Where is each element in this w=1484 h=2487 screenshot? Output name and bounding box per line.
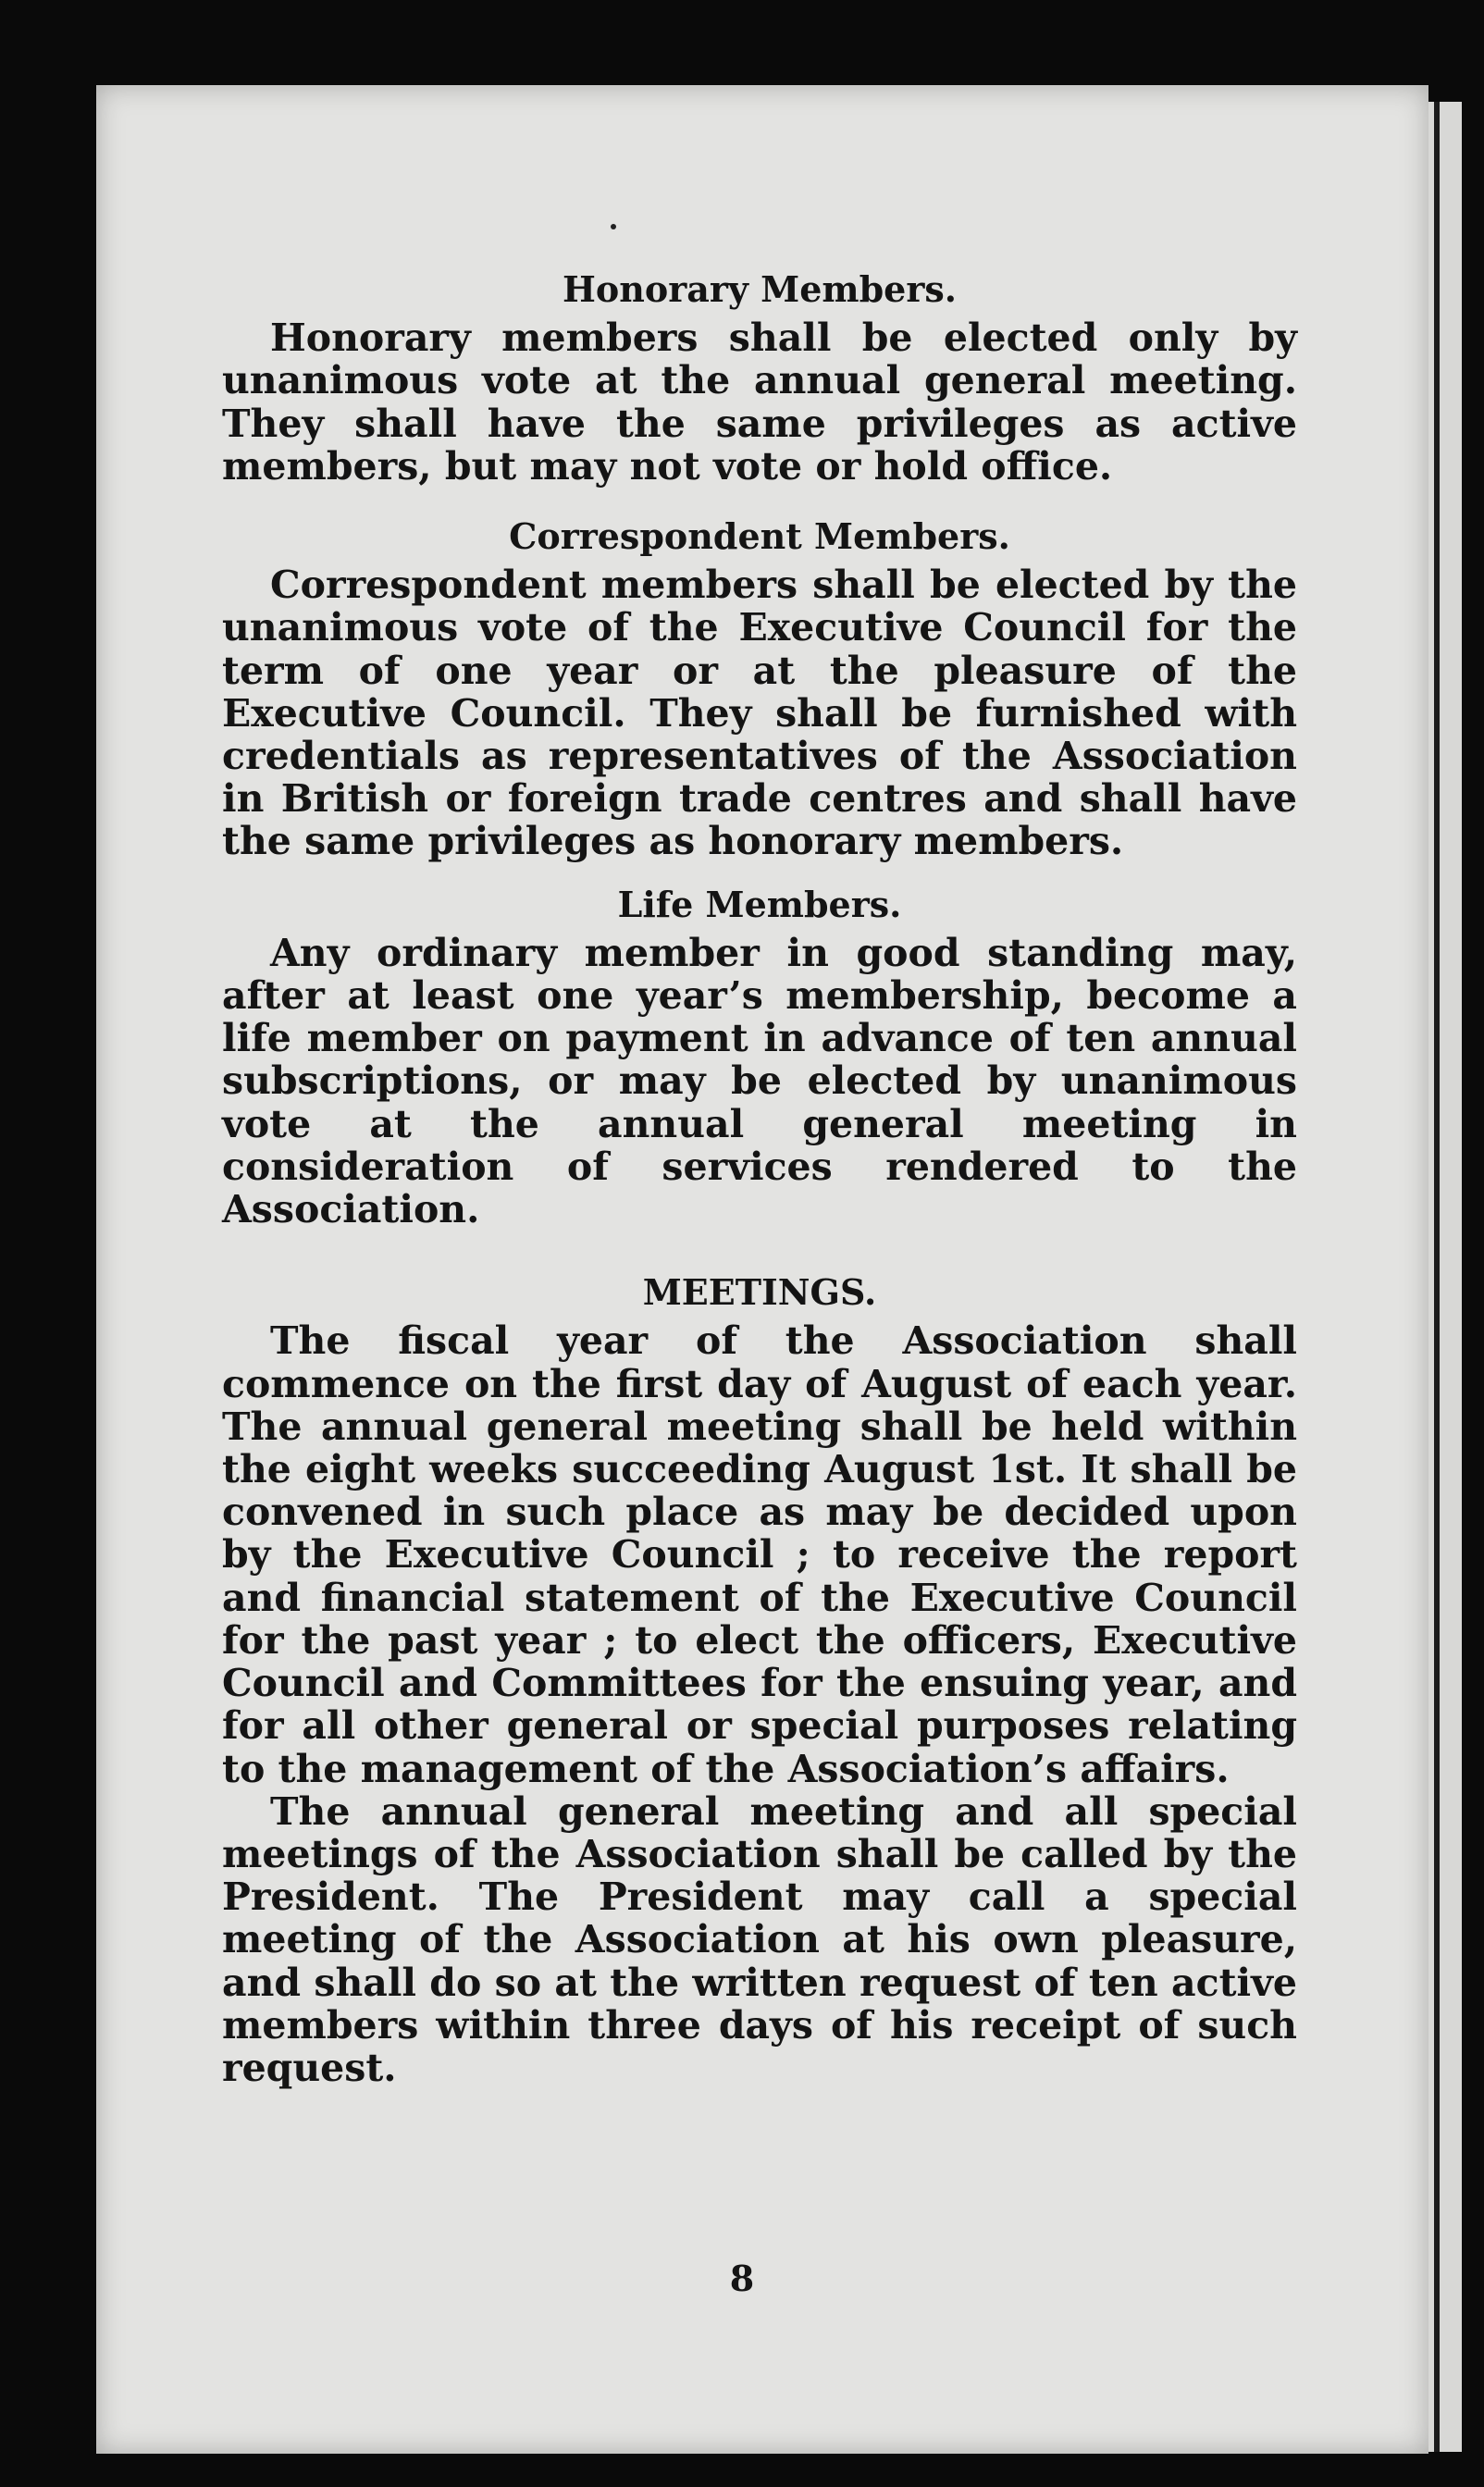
ink-speck [611,224,616,229]
facing-page-edge [1428,102,1462,2452]
heading-life-members: Life Members. [617,883,902,925]
paragraph-meetings-called-by-president: The annual general meeting and all special meetings of the Association shall be called by the President. The President may call a special meeting of the Association at his own pleasure, and shall do so at the written request of ten active members within three days of his receipt of such request. [222,1788,1297,2090]
page-body [222,268,1297,2089]
page-number: 8 [729,2258,755,2299]
paragraph-life-members: Any ordinary member in good standing may, after at least one year’s membership, become a life member on payment in advance of ten annual subscriptions, or may be elected by unanimous vote at the annual general meeting in consideration of services rendered to the Association. [222,930,1297,1232]
book-spine [1434,102,1440,2452]
heading-honorary-members: Honorary Members. [562,268,958,310]
heading-correspondent-members: Correspondent Members. [509,515,1010,558]
paragraph-honorary-members: Honorary members shall be elected only by unanimous vote at the annual general meeting. They shall have the same privileges as active members, but may not vote or hold office. [222,316,1297,489]
paragraph-meetings-fiscal-year: The fiscal year of the Association shall commence on the first day of August of each year. The annual general meeting shall be held within the eight weeks succeeding August 1st. It shall be convened in such place as may be decided upon by the Executive Council ; to receive the report and financial statement of the Executive Council for the past year ; to elect the officers, Executive Council and Committees for the ensuing year, and for all other general or special purposes relating to the management of the Association’s affairs. [222,1318,1297,1791]
paragraph-correspondent-members: Correspondent members shall be elected by the unanimous vote of the Executive Council for the term of one year or at the pleasure of the Executive Council. They shall be furnished with credentials as representatives of the Association in British or foreign trade centres and shall have the same privileges as honorary members. [222,563,1297,864]
heading-meetings: MEETINGS. [642,1271,877,1314]
